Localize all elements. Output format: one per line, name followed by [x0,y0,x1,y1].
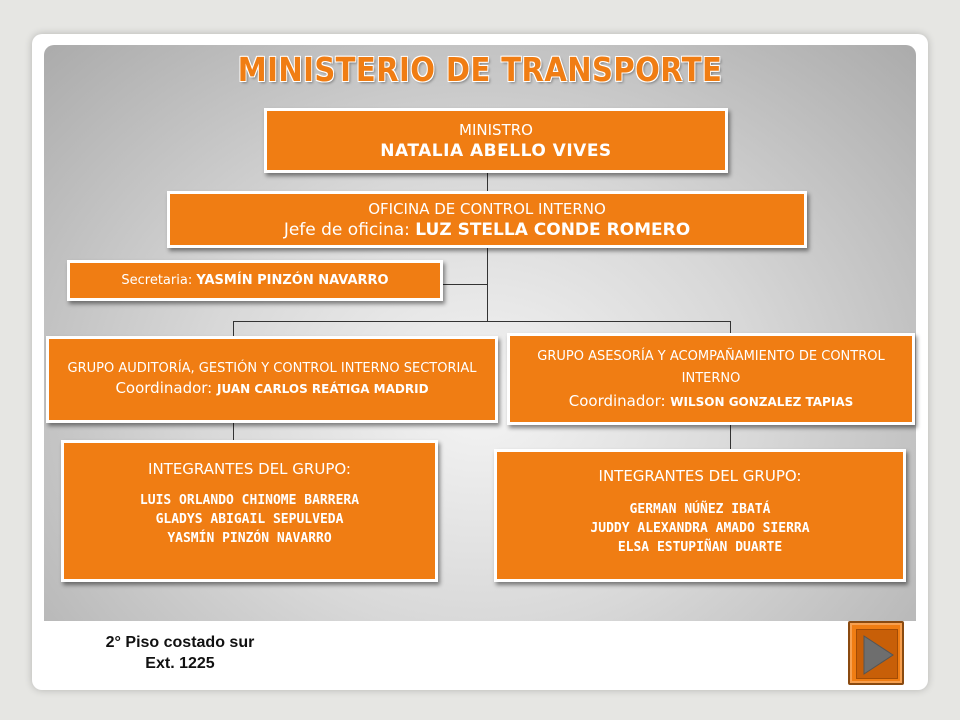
group-audit-box [46,336,498,423]
control-office-head-prefix: Jefe de oficina: [283,219,416,240]
play-arrow-icon [860,633,896,677]
member-list-item: LUIS ORLANDO CHINOME BARRERA [139,493,360,508]
group-advisory-members-box [494,449,906,582]
control-office-head [284,219,690,241]
member-list-item: YASMÍN PINZÓN NAVARRO [167,531,332,546]
control-office-head-name: LUZ STELLA CONDE ROMERO [415,219,691,240]
group-audit-coord-name: JUAN CARLOS REÁTIGA MADRID [217,381,429,396]
connector-right-members [730,424,731,451]
group-audit-members-box [61,440,438,582]
member-list-item: GERMAN NÚÑEZ IBATÁ [629,502,771,517]
group-advisory-coord-prefix: Coordinador: [568,391,671,410]
connector-secretary [441,284,488,285]
member-list-item: JUDDY ALEXANDRA AMADO SIERRA [590,521,810,536]
group-audit-title: GRUPO AUDITORÍA, GESTIÓN Y CONTROL INTERNO SECTORIAL [67,360,477,376]
group-audit-members-heading: INTEGRANTES DEL GRUPO: [148,460,351,478]
secretary-line [121,272,388,289]
footer-floor: 2° Piso costado sur [105,634,255,651]
group-advisory-coordinator [569,390,854,413]
minister-role: MINISTRO [459,120,533,139]
member-list-item: GLADYS ABIGAIL SEPULVEDA [155,512,344,527]
next-slide-button[interactable] [848,621,904,685]
group-advisory-members-heading: INTEGRANTES DEL GRUPO: [598,467,802,485]
member-list-item: ELSA ESTUPIÑAN DUARTE [617,540,783,555]
location-footer [70,632,290,674]
group-advisory-coord-name: WILSON GONZALEZ TAPIAS [670,394,854,409]
minister-name: NATALIA ABELLO VIVES [380,140,612,161]
secretary-prefix: Secretaria: [121,273,197,288]
group-audit-coordinator [115,377,428,400]
secretary-box [67,260,443,301]
control-office-label: OFICINA DE CONTROL INTERNO [368,199,606,218]
secretary-name: YASMÍN PINZÓN NAVARRO [196,273,389,288]
group-advisory-box [507,333,915,425]
page-title: MINISTERIO DE TRANSPORTE [237,50,723,89]
group-advisory-title: GRUPO ASESORÍA Y ACOMPAÑAMIENTO DE CONTROL INTERNO [537,348,885,386]
minister-box [264,108,728,173]
control-office-box [167,191,807,248]
group-audit-coord-prefix: Coordinador: [115,378,217,397]
footer-extension: Ext. 1225 [145,655,215,672]
connector-horizontal [233,321,731,322]
